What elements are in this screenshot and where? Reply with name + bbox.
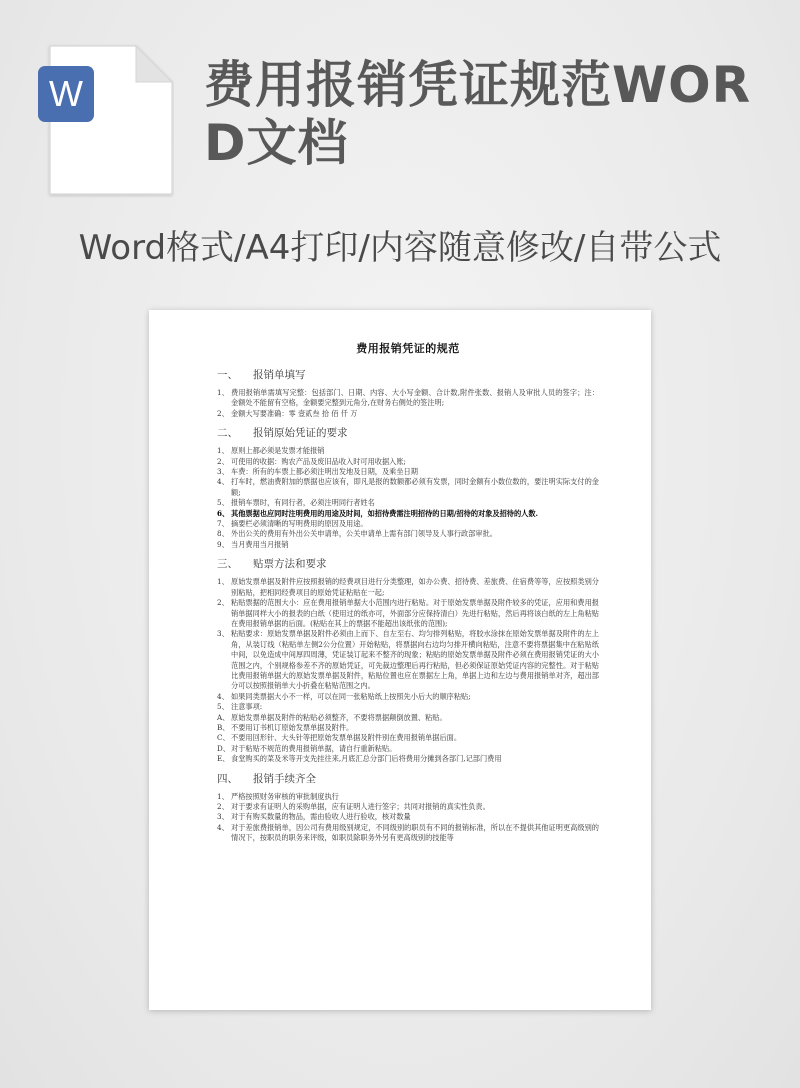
list-item bbox=[217, 802, 599, 812]
list-item-text: 打车时，燃油费附加的票据也应该有，即凡是报的数额都必须有发票，同时金额有小数位数的，要注明实际支付的金额; bbox=[231, 477, 599, 497]
list-item-text: 当月费用当月报销 bbox=[231, 539, 289, 549]
document-page bbox=[149, 310, 651, 1010]
banner-subtitle: Word格式/A4打印/内容随意修改/自带公式 bbox=[78, 228, 722, 268]
list-item-marker: 9、 bbox=[217, 539, 229, 549]
document-sections bbox=[217, 369, 599, 844]
list-item-marker: A、 bbox=[217, 712, 230, 722]
list-item-text: 粘贴要求：原始发票单据及附件必须由上而下、自左至右、均匀排列粘贴，将胶水涂抹在原始发票单据及附件的左上角，从装订线（粘贴单左侧2公分位置）开始粘贴，将票据向右边均匀排开横向粘贴，注意不要将票据集中在粘贴纸中间，以免造成中间厚四周薄，凭证装订起来不整齐的现象；粘贴的原始发票单据及附件必须在费用报销凭证的大小范围之内，个别规格参差不齐的原始凭证，可先裁边整理后再行粘贴，但必须保证原始凭证内容的完整性。对于粘贴比费用报销单据大的原始发票单据及附件，粘贴位置也应在票据左上角，单据上边和左边与费用报销单对齐，超出部分可以按照报销单大小折叠在粘贴范围之内。 bbox=[231, 629, 599, 691]
list-item-text: 对于要求有证明人的采购单据，应有证明人进行签字；共同对报销的真实性负责。 bbox=[231, 802, 490, 811]
list-item-text: 对于粘贴不规范的费用报销单据，请自行重新粘贴。 bbox=[231, 743, 397, 753]
section-title: 贴票方法和要求 bbox=[253, 558, 327, 571]
list-item-text: 对于差旅费报销单，因公司有费用级别规定，不同级别的职员有不同的报销标准，所以在不提供其他证明更高级别的情况下，按职员的职务来评级，如职员除职务外另有更高级别的技能等 bbox=[231, 822, 599, 843]
list-item-text: 不要用回形针、大头针等把原始发票单据及附件别在费用报销单据后面。 bbox=[231, 733, 462, 743]
section-heading bbox=[217, 427, 599, 440]
list-item bbox=[217, 540, 599, 550]
list-item bbox=[217, 457, 599, 467]
banner-title: 费用报销凭证规范WORD文档 bbox=[204, 56, 752, 172]
list-item-text: 摘要栏必须清晰的写明费用的原因及用途。 bbox=[231, 519, 368, 529]
list-item bbox=[217, 446, 599, 456]
list-item-text: 如果同类票据大小不一样，可以在同一张粘贴纸上按照先小后大的顺序粘贴; bbox=[231, 691, 471, 701]
list-item bbox=[217, 744, 599, 754]
list-item bbox=[217, 812, 599, 822]
list-item-marker: E、 bbox=[217, 754, 230, 764]
list-item-marker: 1、 bbox=[217, 577, 229, 587]
document-body bbox=[217, 340, 599, 844]
section-number: 四、 bbox=[217, 772, 238, 785]
list-item-marker: 7、 bbox=[217, 519, 229, 529]
list-item-marker: 4、 bbox=[217, 822, 229, 832]
list-item bbox=[217, 629, 599, 691]
list-item-marker: 2、 bbox=[217, 456, 229, 466]
list-item-text: 其他票据也应同时注明费用的用途及时间，如招待费需注明招待的日期/招待的对象及招待的人数. bbox=[231, 508, 539, 518]
icon-letter: W bbox=[49, 73, 83, 114]
list-item bbox=[217, 577, 599, 598]
list-item-text: 车费：所有的车票上都必须注明出发地及日期，及乘坐日期 bbox=[231, 467, 418, 477]
list-item bbox=[217, 509, 599, 519]
section-number: 一、 bbox=[217, 369, 238, 381]
list-item bbox=[217, 702, 599, 712]
list-item bbox=[217, 388, 599, 409]
list-item-marker: 3、 bbox=[217, 812, 229, 822]
list-item-marker: D、 bbox=[217, 743, 230, 753]
section-heading bbox=[217, 773, 599, 786]
document-title: 费用报销凭证的规范 bbox=[356, 342, 460, 355]
list-item bbox=[217, 477, 599, 498]
list-item bbox=[217, 529, 599, 539]
list-item-marker: 3、 bbox=[217, 467, 229, 477]
section-title: 报销手续齐全 bbox=[253, 772, 316, 785]
list-item-marker: 1、 bbox=[217, 791, 229, 801]
list-item-text: 原则上都必须是发票才能报销 bbox=[231, 446, 325, 456]
list-item bbox=[217, 733, 599, 743]
list-item-text: 可使用的收据：购农产品及废旧品收入时可用收据入账; bbox=[231, 456, 406, 466]
section-number: 二、 bbox=[217, 427, 238, 440]
list-item-marker: B、 bbox=[217, 722, 230, 732]
list-item-marker: 1、 bbox=[217, 388, 229, 397]
section-heading bbox=[217, 369, 599, 382]
list-item-text: 原始发票单据及附件的粘贴必须整齐，不要将票据颠倒放置、粘贴。 bbox=[231, 712, 447, 722]
list-item-marker: 6、 bbox=[217, 508, 230, 518]
list-item bbox=[217, 792, 599, 802]
list-item-text: 原始发票单据及附件应按照报销的经费项目进行分类整理，如办公费、招待费、差旅费、住宿费等等，应按照类别分别粘贴，把相同经费项目的原始凭证粘贴在一起; bbox=[231, 577, 599, 597]
section-title: 报销单填写 bbox=[253, 369, 306, 381]
list-item-text: 对于有购买数量的物品，需由验收人进行验收，核对数量 bbox=[231, 812, 411, 822]
list-item-marker: 3、 bbox=[217, 629, 229, 639]
list-item-text: 费用报销单需填写完整：包括部门、日期、内容、大小写金额、合计数,附件张数、报销人及审批人员的签字；注：金额处不能留有空格，金额要完整到元角分,在财务右侧处的签注明; bbox=[231, 388, 599, 408]
list-item bbox=[217, 713, 599, 723]
list-item-marker: 8、 bbox=[217, 529, 229, 539]
list-item-text: 外出公关的费用有外出公关申请单，公关申请单上需有部门领导及人事行政部审批。 bbox=[231, 529, 497, 539]
list-item bbox=[217, 723, 599, 733]
list-item-marker: 5、 bbox=[217, 702, 229, 712]
list-item bbox=[217, 519, 599, 529]
list-item bbox=[217, 823, 599, 844]
list-item bbox=[217, 692, 599, 702]
list-item-text: 注意事项: bbox=[231, 702, 263, 712]
list-item-text: 严格按照财务审核的审批制度执行 bbox=[231, 791, 339, 801]
section-title: 报销原始凭证的要求 bbox=[253, 427, 348, 440]
list-item bbox=[217, 598, 599, 629]
list-item-marker: 2、 bbox=[217, 802, 229, 811]
list-item-marker: 2、 bbox=[217, 598, 229, 608]
word-file-icon bbox=[36, 44, 174, 198]
list-item bbox=[217, 409, 599, 419]
section-heading bbox=[217, 558, 599, 571]
list-item-marker: C、 bbox=[217, 733, 230, 743]
section-number: 三、 bbox=[217, 558, 238, 571]
list-item-text: 不要用订书机订原始发票单据及附件。 bbox=[231, 722, 354, 732]
list-item-text: 粘贴票据的范围大小：应在费用报销单据大小范围内进行粘贴。对于原始发票单据及附件较多的凭证，应用和费用报销单据同样大小的报表的白纸（使用过的纸亦可，外面部分应保持清白）先进行粘贴，然后再将该白纸的左上角粘贴在费用报销单据的后面。(粘贴在其上的票据不能超出该纸张的范围); bbox=[231, 598, 599, 628]
list-item bbox=[217, 498, 599, 508]
list-item-marker: 1、 bbox=[217, 446, 229, 456]
list-item-text: 报销车票时，有同行者，必须注明同行者姓名 bbox=[231, 498, 375, 508]
list-item-marker: 2、 bbox=[217, 408, 229, 418]
list-item-text: 食堂购买的菜及米等开支先挂往来,月底汇总分部门后将费用分摊到各部门,记部门费用 bbox=[231, 754, 502, 764]
list-item-marker: 4、 bbox=[217, 691, 229, 701]
list-item bbox=[217, 467, 599, 477]
list-item-marker: 4、 bbox=[217, 477, 229, 487]
list-item-marker: 5、 bbox=[217, 498, 229, 508]
list-item-text: 金额大写要准确：零 壹贰叁 拾 佰 仟 万 bbox=[231, 408, 358, 418]
list-item bbox=[217, 754, 599, 764]
